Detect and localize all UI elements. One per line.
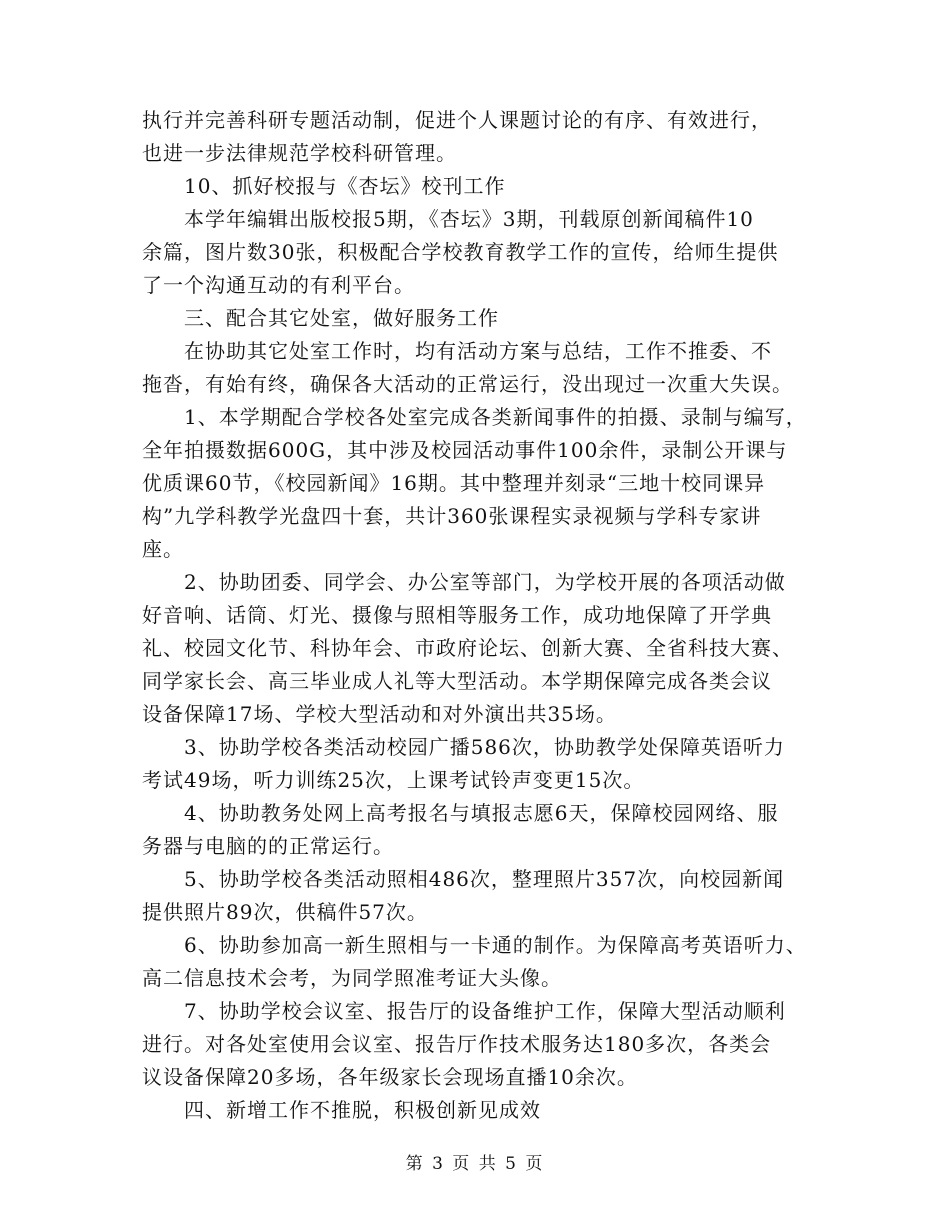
text-line: 进行。对各处室使用会议室、报告厅作技术服务达180多次，各类会 [142,1032,772,1056]
text-line: 也进一步法律规范学校科研管理。 [142,141,457,165]
text-line: 议设备保障20多场，各年级家长会现场直播10余次。 [142,1065,638,1089]
text-line: 提供照片89次，供稿件57次。 [142,900,428,924]
text-line: 礼、校园文化节、科协年会、市政府论坛、创新大赛、全省科技大赛、 [142,636,793,660]
text-line: 1、本学期配合学校各处室完成各类新闻事件的拍摄、录制与编写， [184,405,807,429]
text-line: 座。 [142,537,184,561]
text-line: 考试49场，听力训练25次，上课考试铃声变更15次。 [142,768,645,792]
page-footer: 第 3 页 共 5 页 [405,1154,545,1174]
text-line: 全年拍摄数据600G，其中涉及校园活动事件100余件，录制公开课与 [142,438,788,462]
text-line: 拖沓，有始有终，确保各大活动的正常运行，没出现过一次重大失误。 [142,372,793,396]
text-line: 设备保障17场、学校大型活动和对外演出共35场。 [142,702,617,726]
text-line: 优质课60节，《校园新闻》16期。其中整理并刻录“三地十校同课异 [142,471,766,495]
text-line: 构”九学科教学光盘四十套，共计360张课程实录视频与学科专家讲 [142,504,762,528]
text-line: 执行并完善科研专题活动制，促进个人课题讨论的有序、有效进行， [142,108,772,132]
text-line: 好音响、话筒、灯光、摄像与照相等服务工作，成功地保障了开学典 [142,603,772,627]
text-line: 三、配合其它处室，做好服务工作 [184,306,499,330]
text-line: 6、协助参加高一新生照相与一卡通的制作。为保障高考英语听力、 [184,933,807,957]
text-line: 7、协助学校会议室、报告厅的设备维护工作，保障大型活动顺利 [184,999,786,1023]
text-line: 2、协助团委、同学会、办公室等部门，为学校开展的各项活动做 [184,570,786,594]
text-line: 务器与电脑的的正常运行。 [142,834,394,858]
text-line: 余篇，图片数30张，积极配合学校教育教学工作的宣传，给师生提供 [142,240,779,264]
text-line: 4、协助教务处网上高考报名与填报志愿6天，保障校园网络、服 [184,801,779,825]
document-body [142,104,832,1127]
text-line: 同学家长会、高三毕业成人礼等大型活动。本学期保障完成各类会议 [142,669,772,693]
text-line: 四、新增工作不推脱，积极创新见成效 [184,1098,541,1122]
text-line: 本学年编辑出版校报5期，《杏坛》3期，刊载原创新闻稿件10 [184,207,754,231]
text-line: 高二信息技术会考，为同学照准考证大头像。 [142,966,562,990]
text-line: 5、协助学校各类活动照相486次，整理照片357次，向校园新闻 [184,867,785,891]
text-line: 了一个沟通互动的有利平台。 [142,273,415,297]
text-line: 10、抓好校报与《杏坛》校刊工作 [184,174,506,198]
text-line: 在协助其它处室工作时，均有活动方案与总结，工作不推委、不 [184,339,772,363]
text-line: 3、协助学校各类活动校园广播586次，协助教学处保障英语听力 [184,735,785,759]
